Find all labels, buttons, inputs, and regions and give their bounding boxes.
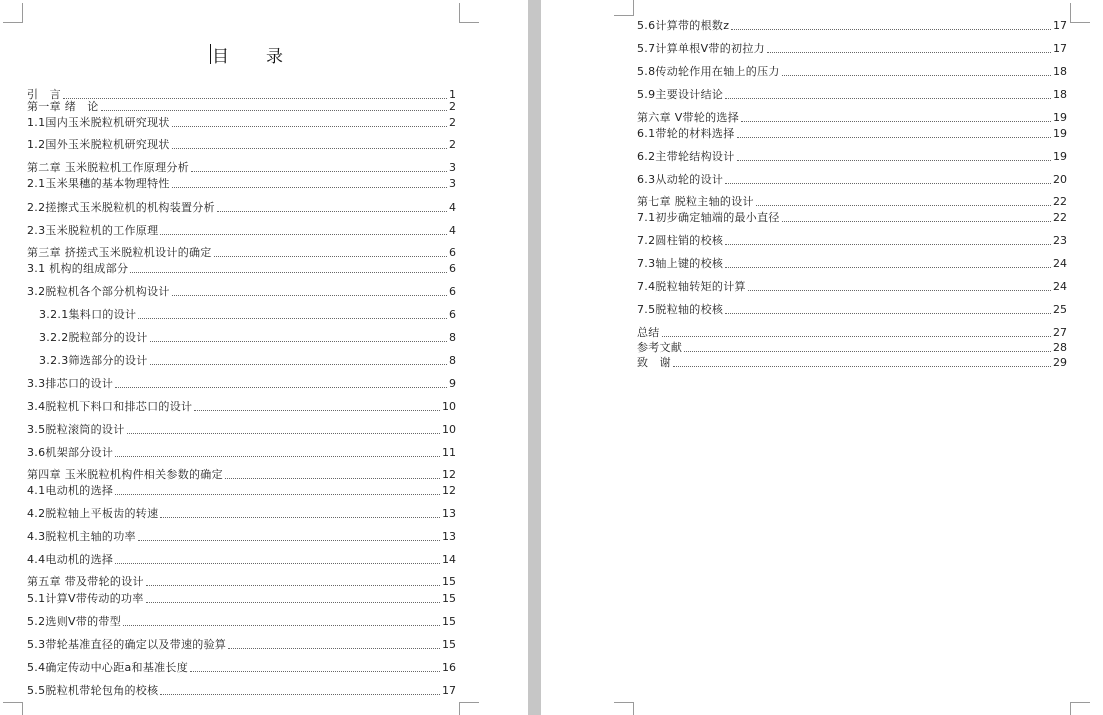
crop-mark-bottom-right xyxy=(459,702,479,715)
toc-dot-leader xyxy=(63,98,447,99)
toc-entry[interactable] xyxy=(637,211,1067,225)
toc-entry-label: 4.3脱粒机主轴的功率 xyxy=(27,530,136,543)
toc-entry-page-number: 17 xyxy=(1053,19,1067,32)
toc-entry-label: 致 谢 xyxy=(637,356,671,369)
toc-entry-page-number: 24 xyxy=(1053,257,1067,270)
toc-entry-page-number: 14 xyxy=(442,553,456,566)
toc-entry[interactable] xyxy=(27,308,456,322)
toc-entry-page-number: 17 xyxy=(1053,42,1067,55)
toc-dot-leader xyxy=(146,602,440,603)
crop-mark-top-left xyxy=(3,3,23,23)
toc-entry-page-number: 18 xyxy=(1053,88,1067,101)
toc-entry-page-number: 2 xyxy=(449,100,456,113)
toc-entry-label: 7.1初步确定轴端的最小直径 xyxy=(637,211,780,224)
toc-dot-leader xyxy=(160,694,440,695)
toc-entry-label: 5.3带轮基准直径的确定以及带速的验算 xyxy=(27,638,227,651)
toc-entry[interactable] xyxy=(637,88,1067,102)
toc-entry-page-number: 9 xyxy=(449,377,456,390)
toc-entry-label: 第七章 脱粒主轴的设计 xyxy=(637,195,754,208)
toc-entry-page-number: 27 xyxy=(1053,326,1067,339)
toc-entry[interactable] xyxy=(637,257,1067,271)
toc-entry-page-number: 22 xyxy=(1053,211,1067,224)
toc-dot-leader xyxy=(160,517,440,518)
crop-mark-bottom-left xyxy=(614,702,634,715)
toc-entry-page-number: 15 xyxy=(442,575,456,588)
toc-entry-label: 3.6机架部分设计 xyxy=(27,446,114,459)
document-page-left xyxy=(0,0,528,715)
toc-entry-label: 5.5脱粒机带轮包角的校核 xyxy=(27,684,159,697)
toc-dot-leader xyxy=(115,563,440,564)
toc-entry-label: 6.3从动轮的设计 xyxy=(637,173,724,186)
toc-entry[interactable] xyxy=(637,341,1067,355)
toc-entry-label: 5.2选则V带的带型 xyxy=(27,615,122,628)
toc-entry-page-number: 8 xyxy=(449,354,456,367)
toc-entry[interactable] xyxy=(27,638,456,652)
toc-entry-page-number: 8 xyxy=(449,331,456,344)
toc-entry[interactable] xyxy=(27,177,456,191)
toc-dot-leader xyxy=(101,110,447,111)
toc-entry-page-number: 6 xyxy=(449,246,456,259)
toc-entry-page-number: 20 xyxy=(1053,173,1067,186)
toc-dot-leader xyxy=(115,387,447,388)
toc-dot-leader xyxy=(214,256,447,257)
toc-entry-label: 6.2主带轮结构设计 xyxy=(637,150,735,163)
toc-entry-page-number: 17 xyxy=(442,684,456,697)
toc-entry-label: 7.4脱粒轴转矩的计算 xyxy=(637,280,746,293)
toc-entry[interactable] xyxy=(27,331,456,345)
toc-entry-label: 7.5脱粒轴的校核 xyxy=(637,303,724,316)
toc-entry-page-number: 18 xyxy=(1053,65,1067,78)
toc-entry[interactable] xyxy=(27,592,456,606)
toc-entry-label: 7.2圆柱销的校核 xyxy=(637,234,724,247)
toc-entry[interactable] xyxy=(27,138,456,152)
toc-entry-page-number: 19 xyxy=(1053,111,1067,124)
toc-entry-label: 引 言 xyxy=(27,88,61,101)
toc-entry[interactable] xyxy=(637,280,1067,294)
toc-entry-page-number: 3 xyxy=(449,177,456,190)
crop-mark-bottom-left xyxy=(3,702,23,715)
toc-entry-page-number: 6 xyxy=(449,285,456,298)
toc-entry-page-number: 19 xyxy=(1053,127,1067,140)
crop-mark-top-right xyxy=(459,3,479,23)
toc-dot-leader xyxy=(767,52,1051,53)
toc-entry-label: 1.1国内玉米脱粒机研究现状 xyxy=(27,116,170,129)
toc-entry[interactable] xyxy=(27,507,456,521)
toc-entry-label: 第六章 V带轮的选择 xyxy=(637,111,740,124)
toc-entry-label: 第五章 带及带轮的设计 xyxy=(27,575,144,588)
toc-dot-leader xyxy=(190,671,440,672)
toc-entry-label: 2.3玉米脱粒机的工作原理 xyxy=(27,224,159,237)
toc-entry-label: 第四章 玉米脱粒机构件相关参数的确定 xyxy=(27,468,223,481)
toc-dot-leader xyxy=(725,313,1051,314)
toc-dot-leader xyxy=(172,295,447,296)
toc-entry[interactable] xyxy=(27,201,456,215)
toc-entry-page-number: 19 xyxy=(1053,150,1067,163)
toc-entry-label: 1.2国外玉米脱粒机研究现状 xyxy=(27,138,170,151)
crop-mark-bottom-right xyxy=(1070,702,1090,715)
toc-entry-page-number: 4 xyxy=(449,201,456,214)
toc-dot-leader xyxy=(737,160,1052,161)
toc-entry[interactable] xyxy=(27,423,456,437)
toc-entry[interactable] xyxy=(637,326,1067,340)
toc-dot-leader xyxy=(172,148,447,149)
toc-dot-leader xyxy=(782,221,1051,222)
toc-entry[interactable] xyxy=(27,615,456,629)
toc-entry[interactable] xyxy=(637,356,1067,370)
toc-entry[interactable] xyxy=(27,575,456,589)
toc-entry-label: 参考文献 xyxy=(637,341,683,354)
toc-dot-leader xyxy=(725,244,1051,245)
toc-dot-leader xyxy=(737,137,1052,138)
toc-entry-label: 2.1玉米果穗的基本物理特性 xyxy=(27,177,170,190)
toc-dot-leader xyxy=(115,494,440,495)
toc-entry-page-number: 25 xyxy=(1053,303,1067,316)
toc-entry[interactable] xyxy=(27,246,456,260)
toc-entry-label: 3.2.3筛选部分的设计 xyxy=(39,354,148,367)
toc-entry-label: 3.2脱粒机各个部分机构设计 xyxy=(27,285,170,298)
toc-entry[interactable] xyxy=(637,111,1067,125)
toc-entry-label: 3.5脱粒滚筒的设计 xyxy=(27,423,125,436)
toc-dot-leader xyxy=(172,126,447,127)
toc-dot-leader xyxy=(191,171,447,172)
toc-entry-label: 第一章 绪 论 xyxy=(27,100,99,113)
toc-entry-label: 5.8传动轮作用在轴上的压力 xyxy=(637,65,780,78)
toc-dot-leader xyxy=(782,75,1051,76)
toc-entry[interactable] xyxy=(27,354,456,368)
toc-entry[interactable] xyxy=(637,173,1067,187)
crop-mark-top-left xyxy=(614,0,634,16)
toc-entry[interactable] xyxy=(637,127,1067,141)
toc-entry[interactable] xyxy=(27,161,456,175)
toc-dot-leader xyxy=(731,29,1051,30)
toc-entry-label: 3.1 机构的组成部分 xyxy=(27,262,129,275)
toc-dot-leader xyxy=(146,585,440,586)
toc-dot-leader xyxy=(150,364,447,365)
toc-entry-label: 5.6计算带的根数z xyxy=(637,19,730,32)
toc-entry-page-number: 6 xyxy=(449,308,456,321)
toc-entry[interactable] xyxy=(637,303,1067,317)
toc-entry-label: 7.3轴上键的校核 xyxy=(637,257,724,270)
toc-entry-page-number: 4 xyxy=(449,224,456,237)
toc-entry[interactable] xyxy=(637,234,1067,248)
toc-entry-page-number: 11 xyxy=(442,446,456,459)
toc-dot-leader xyxy=(123,625,440,626)
toc-dot-leader xyxy=(217,211,447,212)
toc-entry-page-number: 29 xyxy=(1053,356,1067,369)
toc-entry-page-number: 6 xyxy=(449,262,456,275)
toc-entry-page-number: 15 xyxy=(442,615,456,628)
toc-dot-leader xyxy=(138,540,440,541)
toc-dot-leader xyxy=(194,410,440,411)
toc-entry-label: 2.2搓擦式玉米脱粒机的机构装置分析 xyxy=(27,201,215,214)
toc-entry-label: 6.1带轮的材料选择 xyxy=(637,127,735,140)
toc-entry[interactable] xyxy=(27,100,456,114)
toc-entry-label: 3.4脱粒机下料口和排芯口的设计 xyxy=(27,400,193,413)
toc-dot-leader xyxy=(115,456,440,457)
toc-entry[interactable] xyxy=(637,42,1067,56)
toc-entry-label: 3.2.1集料口的设计 xyxy=(39,308,137,321)
toc-dot-leader xyxy=(662,336,1051,337)
toc-entry-page-number: 24 xyxy=(1053,280,1067,293)
toc-entry[interactable] xyxy=(27,530,456,544)
toc-entry-page-number: 23 xyxy=(1053,234,1067,247)
document-page-right xyxy=(541,0,1103,715)
toc-entry[interactable] xyxy=(637,150,1067,164)
toc-dot-leader xyxy=(172,187,447,188)
toc-entry-label: 第二章 玉米脱粒机工作原理分析 xyxy=(27,161,189,174)
toc-entry-label: 3.3排芯口的设计 xyxy=(27,377,114,390)
toc-entry[interactable] xyxy=(27,262,456,276)
toc-dot-leader xyxy=(228,648,440,649)
toc-dot-leader xyxy=(673,366,1051,367)
toc-entry[interactable] xyxy=(637,195,1067,209)
toc-entry[interactable] xyxy=(27,446,456,460)
toc-entry[interactable] xyxy=(27,484,456,498)
toc-entry[interactable] xyxy=(27,684,456,698)
toc-entry-label: 4.2脱粒轴上平板齿的转速 xyxy=(27,507,159,520)
toc-dot-leader xyxy=(127,433,441,434)
toc-entry-page-number: 13 xyxy=(442,530,456,543)
toc-entry-label: 5.4确定传动中心距a和基准长度 xyxy=(27,661,189,674)
toc-entry-label: 第三章 挤搓式玉米脱粒机设计的确定 xyxy=(27,246,212,259)
toc-dot-leader xyxy=(725,183,1051,184)
toc-entry[interactable] xyxy=(637,19,1067,33)
toc-entry-label: 4.4电动机的选择 xyxy=(27,553,114,566)
toc-entry[interactable] xyxy=(27,553,456,567)
crop-mark-top-right xyxy=(1070,3,1090,23)
toc-dot-leader xyxy=(741,121,1051,122)
toc-entry-page-number: 16 xyxy=(442,661,456,674)
toc-entry-label: 5.9主要设计结论 xyxy=(637,88,724,101)
toc-dot-leader xyxy=(150,341,447,342)
toc-entry[interactable] xyxy=(27,116,456,130)
toc-dot-leader xyxy=(725,267,1051,268)
toc-entry-label: 5.1计算V带传动的功率 xyxy=(27,592,144,605)
toc-dot-leader xyxy=(725,98,1051,99)
toc-entry[interactable] xyxy=(27,377,456,391)
toc-entry-page-number: 12 xyxy=(442,484,456,497)
toc-title: 目 录 xyxy=(212,47,293,67)
text-cursor xyxy=(210,44,211,64)
toc-dot-leader xyxy=(138,318,447,319)
toc-entry-page-number: 2 xyxy=(449,116,456,129)
toc-entry-label: 3.2.2脱粒部分的设计 xyxy=(39,331,148,344)
toc-entry-page-number: 22 xyxy=(1053,195,1067,208)
toc-dot-leader xyxy=(160,234,447,235)
toc-entry[interactable] xyxy=(27,285,456,299)
toc-dot-leader xyxy=(130,272,447,273)
toc-entry-page-number: 15 xyxy=(442,592,456,605)
toc-entry[interactable] xyxy=(27,400,456,414)
toc-dot-leader xyxy=(748,290,1051,291)
toc-entry-page-number: 2 xyxy=(449,138,456,151)
toc-entry-label: 4.1电动机的选择 xyxy=(27,484,114,497)
toc-entry[interactable] xyxy=(27,224,456,238)
toc-dot-leader xyxy=(684,351,1051,352)
toc-entry-label: 总结 xyxy=(637,326,660,339)
toc-entry-page-number: 10 xyxy=(442,423,456,436)
toc-entry-page-number: 28 xyxy=(1053,341,1067,354)
toc-dot-leader xyxy=(225,478,440,479)
toc-entry-page-number: 15 xyxy=(442,638,456,651)
toc-entry-page-number: 10 xyxy=(442,400,456,413)
toc-dot-leader xyxy=(756,205,1051,206)
toc-entry-page-number: 12 xyxy=(442,468,456,481)
toc-entry[interactable] xyxy=(27,468,456,482)
toc-entry-page-number: 1 xyxy=(449,88,456,101)
toc-entry[interactable] xyxy=(637,65,1067,79)
toc-entry-page-number: 3 xyxy=(449,161,456,174)
toc-entry-label: 5.7计算单根V带的初拉力 xyxy=(637,42,765,55)
toc-entry-page-number: 13 xyxy=(442,507,456,520)
toc-entry[interactable] xyxy=(27,661,456,675)
